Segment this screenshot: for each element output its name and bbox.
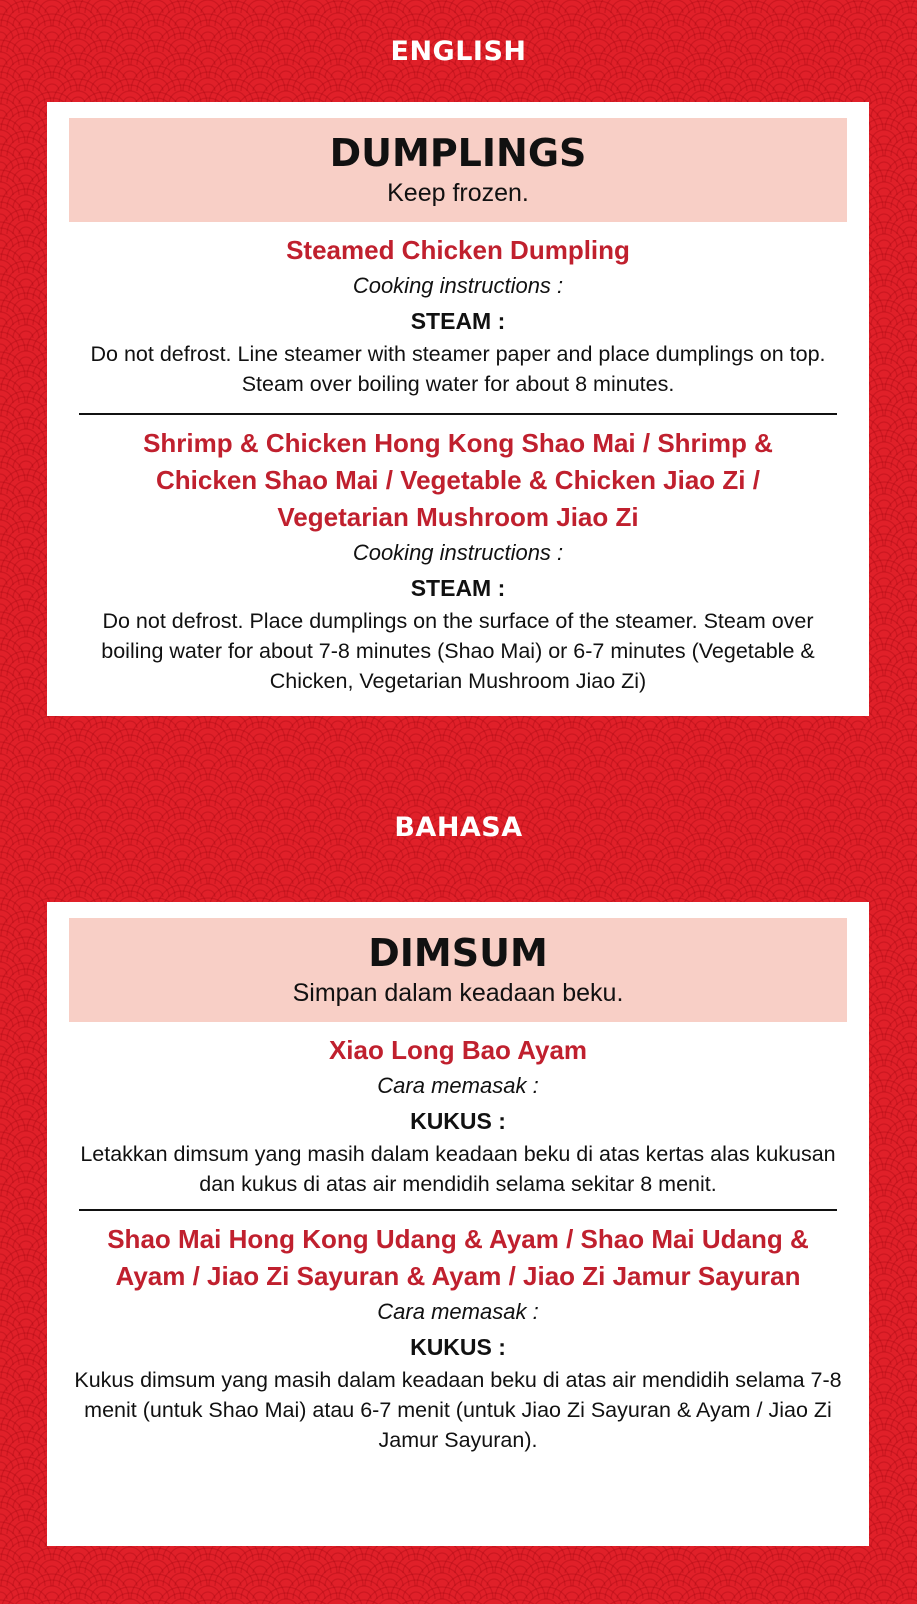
english-storage-note: Keep frozen. xyxy=(387,179,529,207)
bahasa-item-2 xyxy=(69,1221,847,1455)
product-name: Xiao Long Bao Ayam xyxy=(328,1035,588,1065)
instructions-label: Cooking instructions : xyxy=(352,540,564,565)
english-item-2 xyxy=(69,425,847,696)
instructions-label: Cara memasak : xyxy=(377,1073,539,1098)
instructions-text: Kukus dimsum yang masih dalam keadaan beku di atas air mendidih selama 7-8 menit (untuk Shao Mai) atau 6-7 menit (untuk Jiao Zi Sayuran & Ayam / Jiao Zi Jamur Sayuran). xyxy=(74,1368,842,1452)
bahasa-item-1 xyxy=(69,1032,847,1199)
instructions-label: Cara memasak : xyxy=(377,1299,539,1324)
bahasa-storage-note: Simpan dalam keadaan beku. xyxy=(292,979,624,1007)
instructions-label: Cooking instructions : xyxy=(352,273,564,298)
cooking-method: KUKUS : xyxy=(410,1108,506,1134)
section-label-english: ENGLISH xyxy=(390,36,527,67)
bahasa-divider xyxy=(79,1209,837,1211)
english-instructions-card xyxy=(47,102,869,716)
instructions-text: Letakkan dimsum yang masih dalam keadaan beku di atas kertas alas kukusan dan kukus di atas air mendidih selama sekitar 8 menit. xyxy=(80,1142,836,1196)
product-name: Steamed Chicken Dumpling xyxy=(286,235,630,265)
english-item-1 xyxy=(69,232,847,399)
instructions-text: Do not defrost. Line steamer with steamer paper and place dumplings on top. Steam over boiling water for about 8 minutes. xyxy=(90,342,826,396)
bahasa-instructions-card xyxy=(47,902,869,1546)
english-divider xyxy=(79,413,837,415)
product-name: Shao Mai Hong Kong Udang & Ayam / Shao Mai Udang & Ayam / Jiao Zi Sayuran & Ayam / Jiao Zi Jamur Sayuran xyxy=(107,1224,809,1291)
cooking-method: KUKUS : xyxy=(410,1334,506,1360)
cooking-method: STEAM : xyxy=(410,308,506,334)
english-main-title: DUMPLINGS xyxy=(329,131,587,175)
instructions-text: Do not defrost. Place dumplings on the surface of the steamer. Steam over boiling water for about 7-8 minutes (Shao Mai) or 6-7 minutes (Vegetable & Chicken, Vegetarian Mushroom Jiao Zi) xyxy=(101,609,815,693)
english-header-band xyxy=(69,118,847,222)
section-label-bahasa: BAHASA xyxy=(394,812,523,843)
bahasa-header-band xyxy=(69,918,847,1022)
bahasa-main-title: DIMSUM xyxy=(368,931,548,975)
cooking-method: STEAM : xyxy=(410,575,506,601)
product-name: Shrimp & Chicken Hong Kong Shao Mai / Shrimp & Chicken Shao Mai / Vegetable & Chicken Jiao Zi / Vegetarian Mushroom Jiao Zi xyxy=(143,428,773,532)
